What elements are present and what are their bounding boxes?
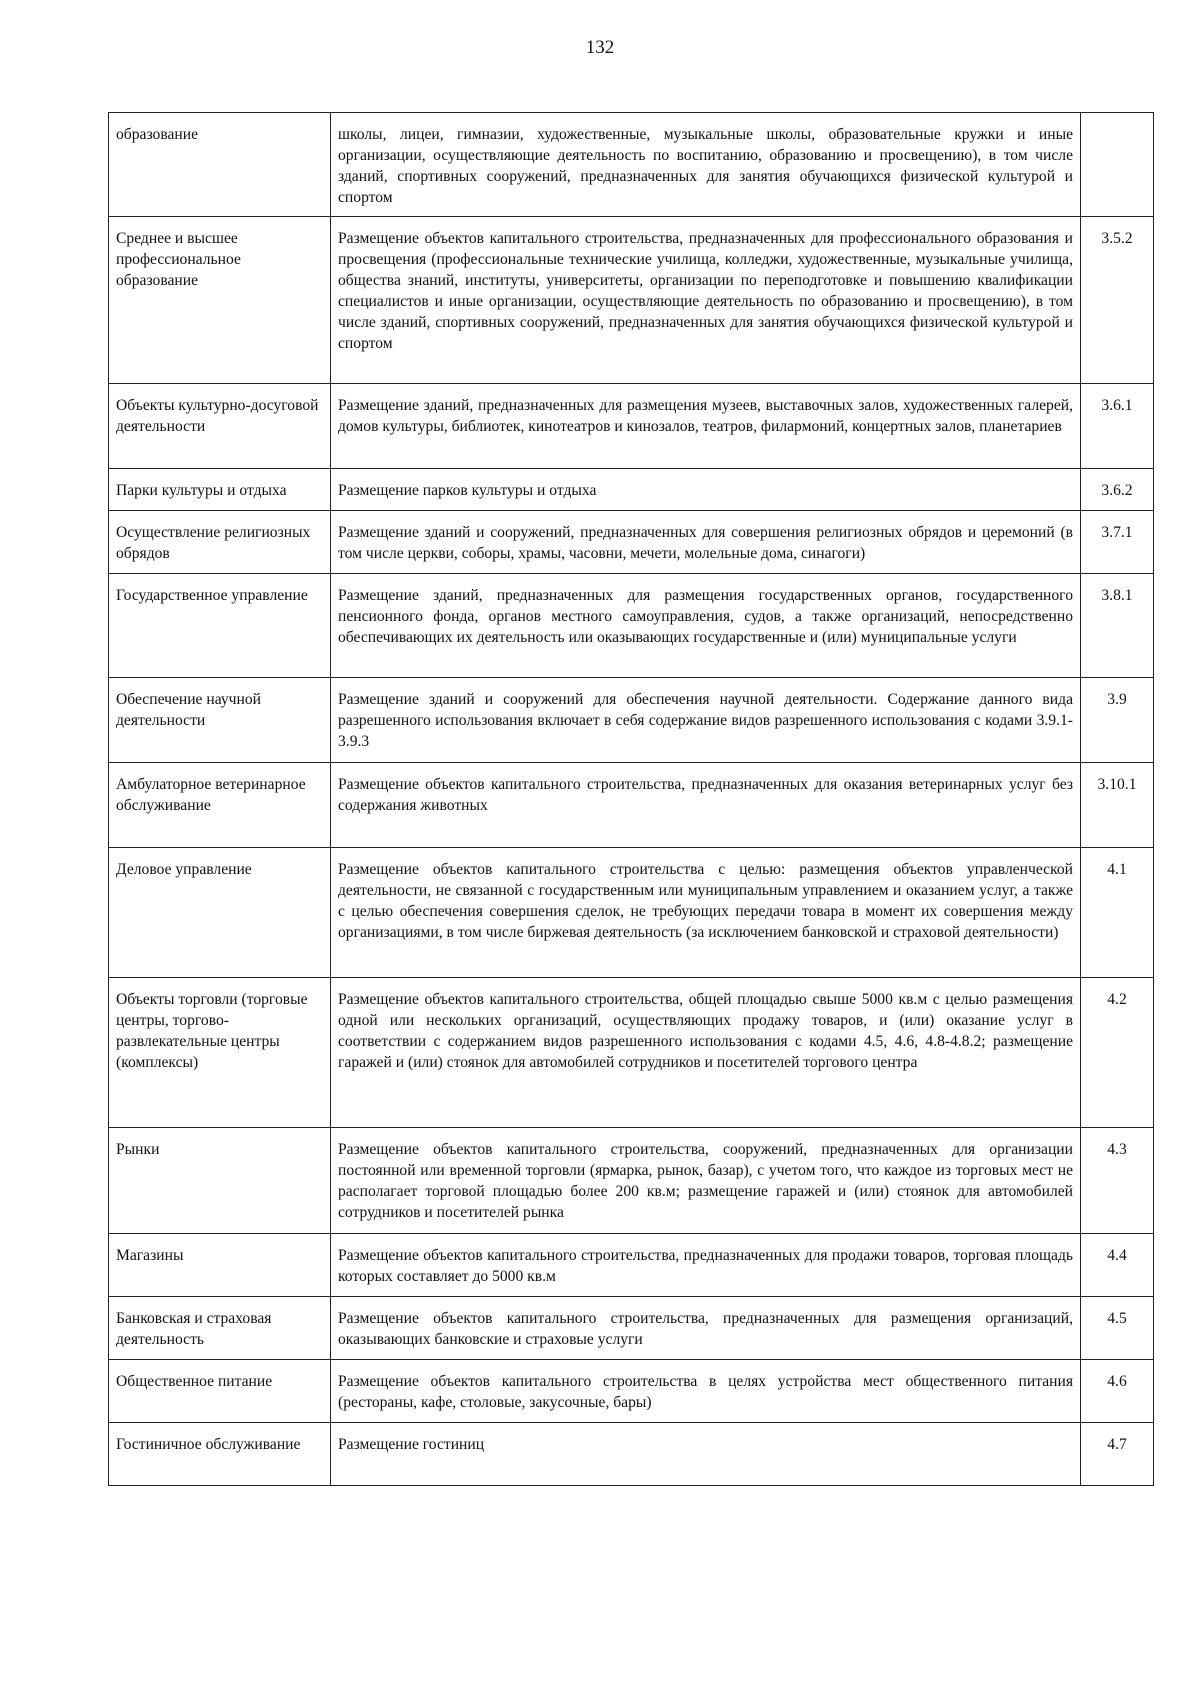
table-row xyxy=(109,217,1154,384)
table-row xyxy=(109,1360,1154,1423)
use-description-cell: школы, лицеи, гимназии, художественные, музыкальные школы, образовательные кружки и иные организации, осуществляющие деятельность по воспитанию, образованию и просвещению), в том числе зданий, спортивных сооружений, предназначенных для занятия обучающихся физической культурой и спортом xyxy=(331,113,1081,217)
use-description-cell: Размещение парков культуры и отдыха xyxy=(331,469,1081,511)
use-name-cell: Рынки xyxy=(109,1128,331,1234)
land-use-table xyxy=(108,112,1154,1486)
use-name-cell: Парки культуры и отдыха xyxy=(109,469,331,511)
use-code-cell: 4.7 xyxy=(1081,1423,1154,1486)
use-name-cell: Общественное питание xyxy=(109,1360,331,1423)
table-row xyxy=(109,511,1154,574)
use-name-cell: образование xyxy=(109,113,331,217)
use-code-cell xyxy=(1081,113,1154,217)
use-name-cell: Среднее и высшее профессиональное образование xyxy=(109,217,331,384)
use-code-cell: 4.3 xyxy=(1081,1128,1154,1234)
use-name-cell: Амбулаторное ветеринарное обслуживание xyxy=(109,763,331,848)
page-number: 132 xyxy=(585,37,615,58)
use-description-cell: Размещение объектов капитального строительства, предназначенных для профессионального образования и просвещения (профессиональные технические училища, колледжи, художественные, музыкальные училища, общества знаний, институты, университеты, организации по переподготовке и повышению квалификации специалистов и иные организации, осуществляющие деятельность по образованию и просвещению), в том числе зданий, спортивных сооружений, предназначенных для занятия обучающихся физической культурой и спортом xyxy=(331,217,1081,384)
table-row xyxy=(109,763,1154,848)
use-name-cell: Обеспечение научной деятельности xyxy=(109,678,331,763)
use-description-cell: Размещение объектов капитального строительства, предназначенных для размещения организаций, оказывающих банковские и страховые услуги xyxy=(331,1297,1081,1360)
use-description-cell: Размещение гостиниц xyxy=(331,1423,1081,1486)
table-row xyxy=(109,978,1154,1128)
use-name-cell: Объекты культурно-досуговой деятельности xyxy=(109,384,331,469)
table-row xyxy=(109,384,1154,469)
use-code-cell: 3.5.2 xyxy=(1081,217,1154,384)
table-row xyxy=(109,848,1154,978)
table-row xyxy=(109,1128,1154,1234)
table-row xyxy=(109,574,1154,678)
use-code-cell: 4.5 xyxy=(1081,1297,1154,1360)
use-description-cell: Размещение зданий и сооружений, предназначенных для совершения религиозных обрядов и церемоний (в том числе церкви, соборы, храмы, часовни, мечети, молельные дома, синагоги) xyxy=(331,511,1081,574)
use-name-cell: Гостиничное обслуживание xyxy=(109,1423,331,1486)
use-code-cell: 4.1 xyxy=(1081,848,1154,978)
use-description-cell: Размещение объектов капитального строительства, предназначенных для оказания ветеринарных услуг без содержания животных xyxy=(331,763,1081,848)
use-description-cell: Размещение зданий и сооружений для обеспечения научной деятельности. Содержание данного вида разрешенного использования включает в себя содержание видов разрешенного использования с кодами 3.9.1-3.9.3 xyxy=(331,678,1081,763)
use-code-cell: 4.6 xyxy=(1081,1360,1154,1423)
table-row xyxy=(109,1234,1154,1297)
use-name-cell: Объекты торговли (торговые центры, торгово-развлекательные центры (комплексы) xyxy=(109,978,331,1128)
use-name-cell: Государственное управление xyxy=(109,574,331,678)
use-name-cell: Осуществление религиозных обрядов xyxy=(109,511,331,574)
use-code-cell: 4.2 xyxy=(1081,978,1154,1128)
use-description-cell: Размещение объектов капитального строительства в целях устройства мест общественного питания (рестораны, кафе, столовые, закусочные, бары) xyxy=(331,1360,1081,1423)
use-code-cell: 3.9 xyxy=(1081,678,1154,763)
use-description-cell: Размещение объектов капитального строительства, предназначенных для продажи товаров, торговая площадь которых составляет до 5000 кв.м xyxy=(331,1234,1081,1297)
use-description-cell: Размещение объектов капитального строительства, общей площадью свыше 5000 кв.м с целью размещения одной или нескольких организаций, осуществляющих продажу товаров, и (или) оказание услуг в соответствии с содержанием видов разрешенного использования с кодами 4.5, 4.6, 4.8-4.8.2; размещение гаражей и (или) стоянок для автомобилей сотрудников и посетителей торгового центра xyxy=(331,978,1081,1128)
use-code-cell: 3.8.1 xyxy=(1081,574,1154,678)
use-code-cell: 4.4 xyxy=(1081,1234,1154,1297)
use-description-cell: Размещение объектов капитального строительства с целью: размещения объектов управленческой деятельности, не связанной с государственным или муниципальным управлением и оказанием услуг, а также с целью обеспечения совершения сделок, не требующих передачи товара в момент их совершения между организациями, в том числе биржевая деятельность (за исключением банковской и страховой деятельности) xyxy=(331,848,1081,978)
table-row xyxy=(109,1423,1154,1486)
table-row xyxy=(109,1297,1154,1360)
use-code-cell: 3.6.1 xyxy=(1081,384,1154,469)
table-row xyxy=(109,469,1154,511)
use-code-cell: 3.10.1 xyxy=(1081,763,1154,848)
table-row xyxy=(109,113,1154,217)
table-row xyxy=(109,678,1154,763)
use-description-cell: Размещение объектов капитального строительства, сооружений, предназначенных для организации постоянной или временной торговли (ярмарка, рынок, базар), с учетом того, что каждое из торговых мест не располагает торговой площадью более 200 кв.м; размещение гаражей и (или) стоянок для автомобилей сотрудников и посетителей рынка xyxy=(331,1128,1081,1234)
use-description-cell: Размещение зданий, предназначенных для размещения музеев, выставочных залов, художественных галерей, домов культуры, библиотек, кинотеатров и кинозалов, театров, филармоний, концертных залов, планетариев xyxy=(331,384,1081,469)
use-code-cell: 3.7.1 xyxy=(1081,511,1154,574)
use-description-cell: Размещение зданий, предназначенных для размещения государственных органов, государственного пенсионного фонда, органов местного самоуправления, судов, а также организаций, непосредственно обеспечивающих их деятельность или оказывающих государственные и (или) муниципальные услуги xyxy=(331,574,1081,678)
use-name-cell: Банковская и страховая деятельность xyxy=(109,1297,331,1360)
use-name-cell: Деловое управление xyxy=(109,848,331,978)
use-name-cell: Магазины xyxy=(109,1234,331,1297)
use-code-cell: 3.6.2 xyxy=(1081,469,1154,511)
